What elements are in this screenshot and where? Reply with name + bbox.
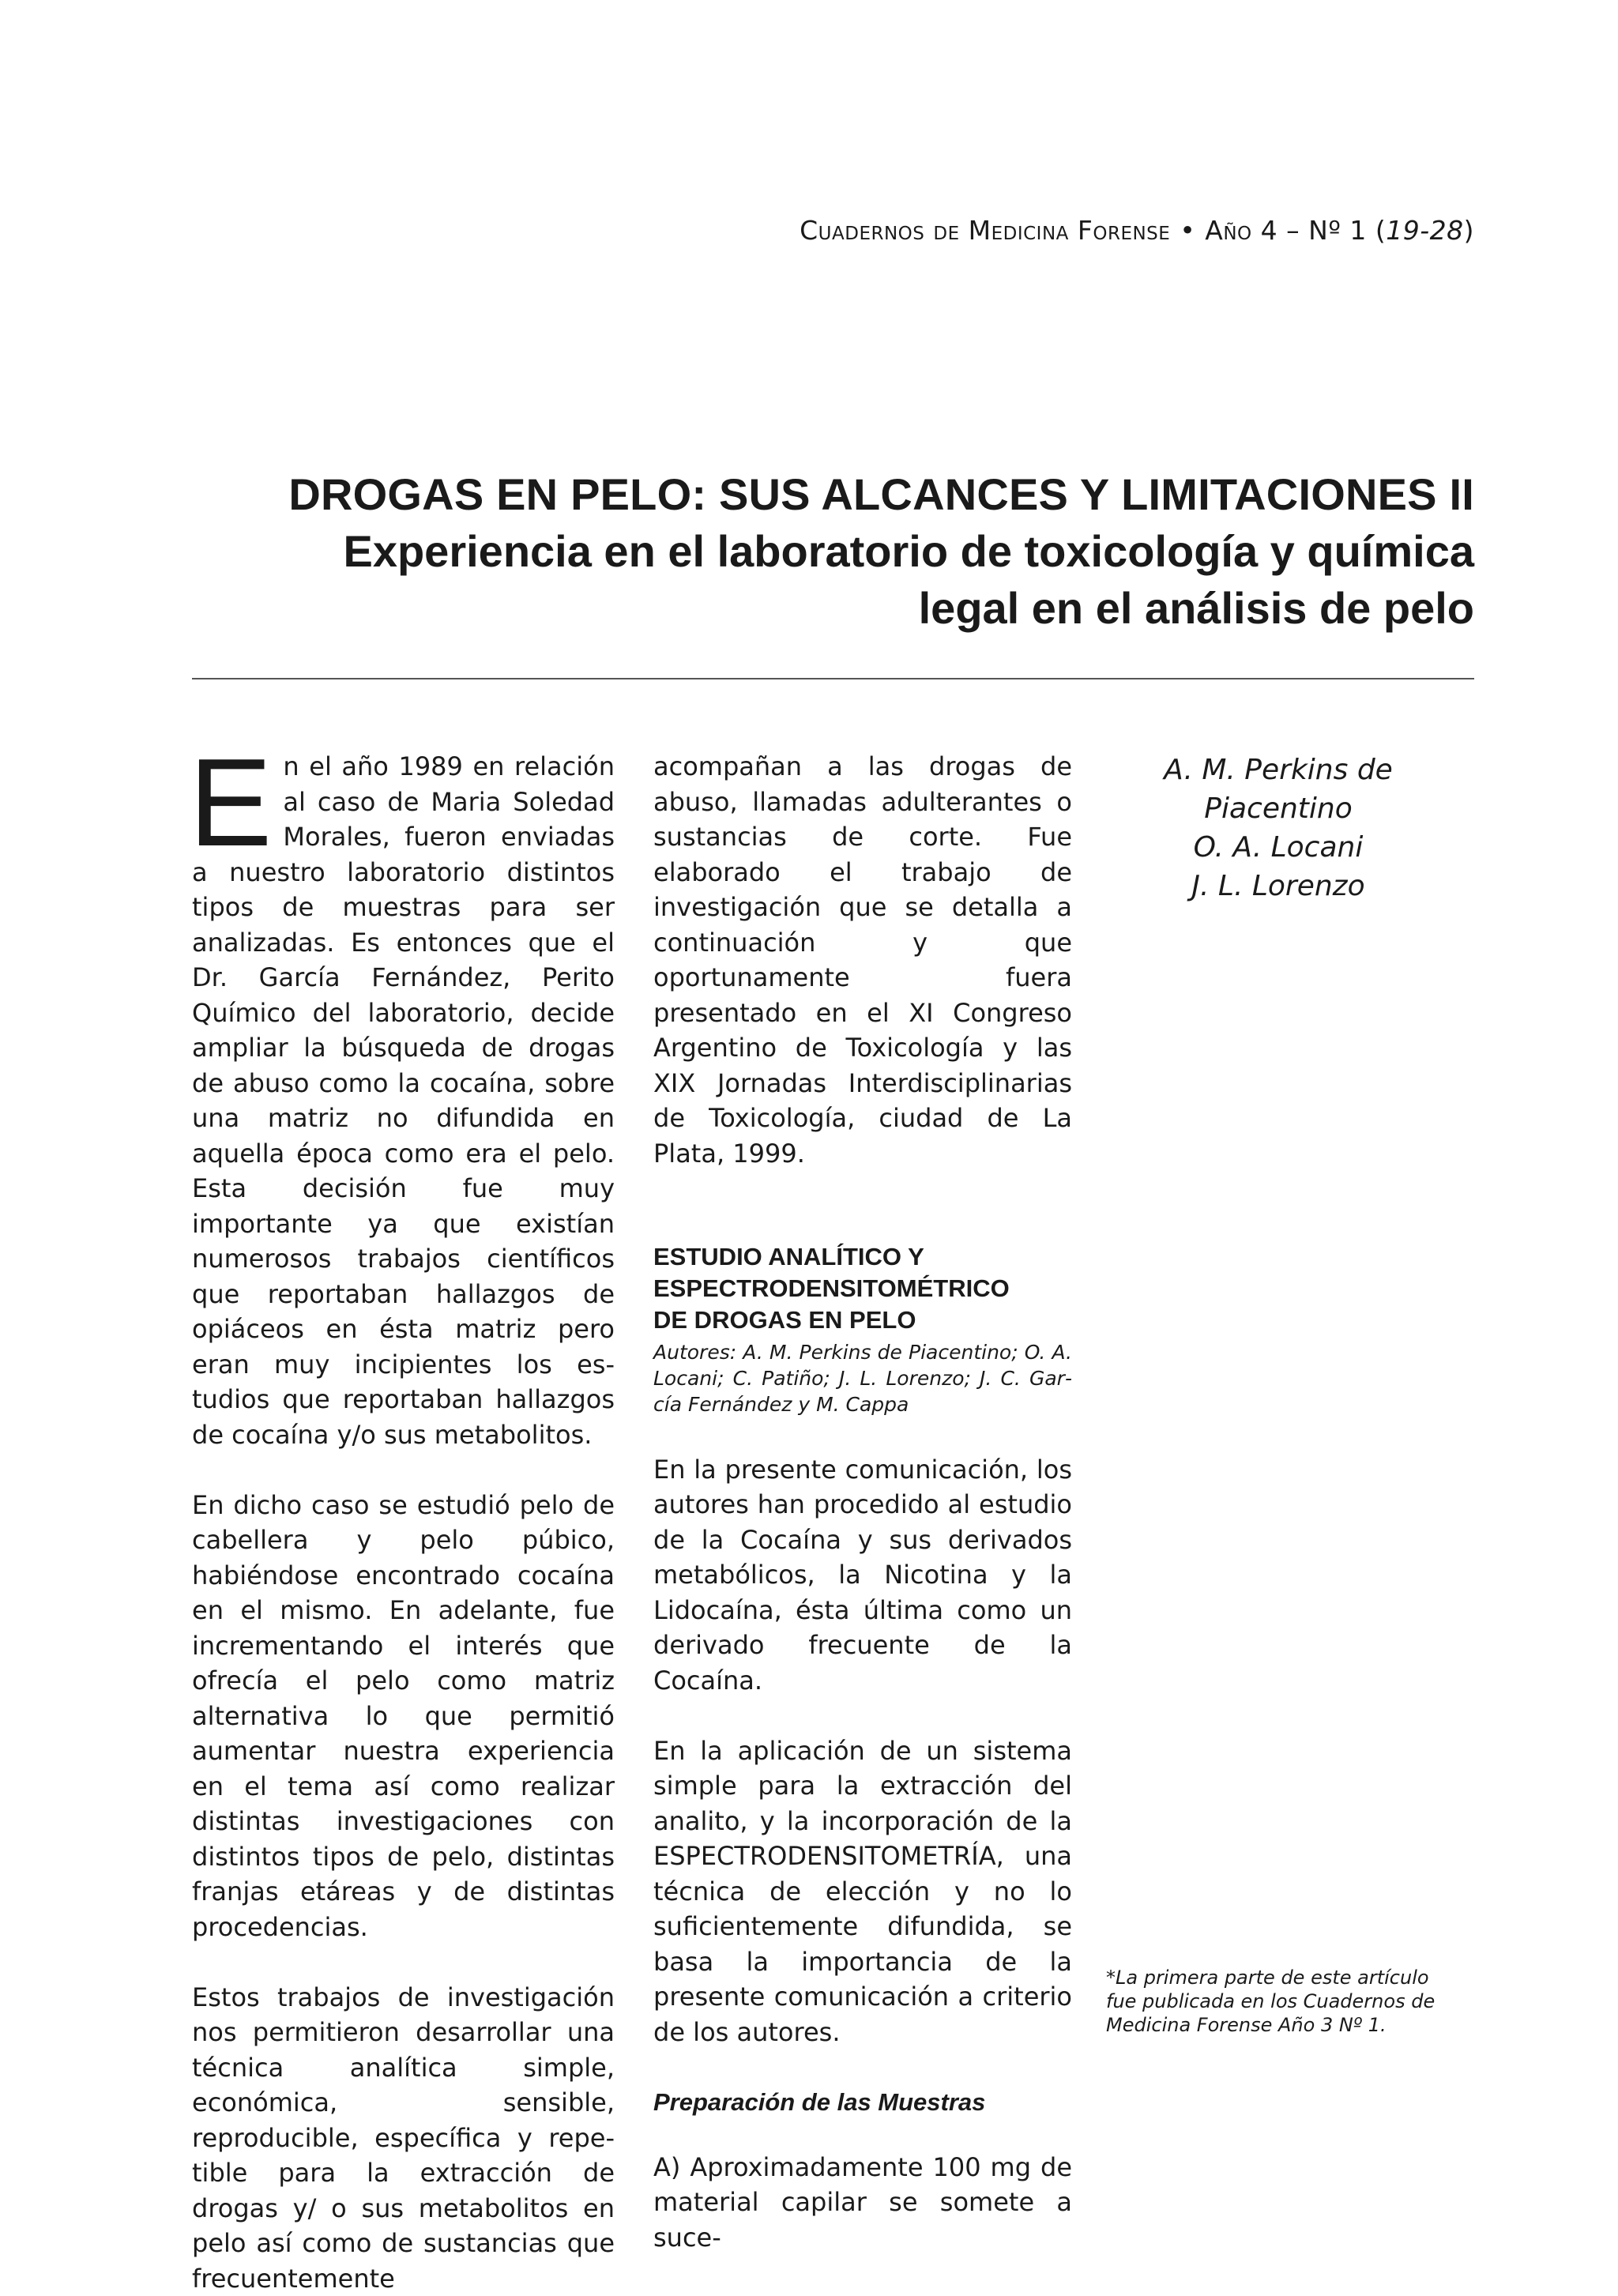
section-heading-line-2: ESPECTRODENSITOMÉTRICO: [653, 1274, 1010, 1302]
text-column-1: [192, 749, 615, 2296]
running-header: [800, 215, 1474, 246]
subtitle-line-1: Experiencia en el laboratorio de toxicología y química: [343, 526, 1474, 576]
body-paragraph: En dicho caso se estudió pelo de cabellera y pelo púbico, habiéndose encontrado cocaína en el mismo. En adelante, fue incrementando el interés que ofrecía el pelo como matriz alternativa lo que permitió aumentar nuestra experiencia en el tema así como realizar distintas investigaciones con distintos tipos de pelo, distintas franjas etáreas y de distintas procedencias.: [192, 1488, 615, 1945]
year-issue: Año 4 – Nº 1: [1205, 215, 1367, 246]
journal-name: Cuadernos de Medicina Forense: [800, 215, 1170, 246]
body-paragraph: En la aplicación de un sistema simple para la extracción del analito, y la incorporación de la ESPECTRODENSITOMETRÍA, una técnica de elección y no lo suficientemente difundida, se basa la importancia de la presente comunicación a criterio de los autores.: [653, 1733, 1072, 2050]
author-line: O. A. Locani: [1120, 828, 1436, 867]
page-range: 19-28: [1386, 215, 1463, 246]
body-paragraph: Estos trabajos de investigación nos permitieron desarrollar una técnica analítica simple, económica, sensible, reproducible, específica y repetible para la extracción de drogas y/ o sus metabolitos en pelo así como de sustancias que frecuentemente: [192, 1980, 615, 2296]
article-title-block: [190, 466, 1474, 637]
body-paragraph: acompañan a las drogas de abuso, llamadas adulterantes o sustancias de corte. Fue elaborado el trabajo de investigación que se detalla a continuación y que oportunamente fuera presentado en el XI Congreso Argentino de Toxicología y las XIX Jornadas Interdisciplinarias de Toxicología, ciudad de La Plata, 1999.: [653, 749, 1072, 1171]
subsection-heading: Preparación de las Muestras: [653, 2085, 1072, 2120]
intro-paragraph: [192, 749, 615, 1452]
article-subtitle: [190, 523, 1474, 637]
author-line: Piacentino: [1120, 789, 1436, 828]
article-title: DROGAS EN PELO: SUS ALCANCES Y LIMITACIONES II: [190, 466, 1474, 523]
section-byline: Autores: A. M. Perkins de Piacentino; O. A. Locani; C. Patiño; J. L. Lorenzo; J. C. García Fernández y M. Cappa: [653, 1339, 1072, 1417]
author-list: [1120, 751, 1436, 905]
section-spacer: [653, 1206, 1072, 1241]
body-paragraph: En la presente comunicación, los autores han procedido al estudio de la Cocaína y sus derivados metabólicos, la Nicotina y la Lidocaína, ésta última como un derivado frecuente de la Cocaína.: [653, 1452, 1072, 1699]
footnote: *La primera parte de este artículo fue publicada en los Cuadernos de Medicina Forense Año 3 Nº 1.: [1106, 1966, 1460, 2037]
title-divider: [192, 678, 1474, 679]
body-paragraph: A) Aproximadamente 100 mg de material capilar se somete a suce-: [653, 2150, 1072, 2256]
header-separator: •: [1180, 215, 1195, 246]
pages-close-paren: ): [1464, 215, 1474, 246]
section-heading-line-1: ESTUDIO ANALÍTICO Y: [653, 1243, 924, 1270]
author-line: J. L. Lorenzo: [1120, 867, 1436, 905]
author-line: A. M. Perkins de: [1120, 751, 1436, 789]
intro-paragraph-text: n el año 1989 en relación al caso de Maria Soledad Morales, fueron enviadas a nuestro laboratorio distintos tipos de muestras para ser analizadas. Es entonces que el Dr. García Fernández, Perito Químico del laboratorio, decide ampliar la búsqueda de drogas de abuso como la cocaína, sobre una matriz no difundida en aquella época como era el pelo. Esta decisión fue muy importante ya que existían numerosos trabajos científicos que reportaban hallazgos de opiáceos en ésta matriz pero eran muy incipientes los estudios que reportaban hallazgos de cocaína y/o sus metabolitos.: [192, 751, 615, 1450]
pages-open-paren: (: [1367, 215, 1386, 246]
section-heading-line-3: DE DROGAS EN PELO: [653, 1306, 916, 1334]
drop-cap: E: [189, 754, 272, 852]
section-heading: [653, 1241, 1072, 1336]
subtitle-line-2: legal en el análisis de pelo: [919, 583, 1474, 633]
text-column-2: [653, 749, 1072, 2255]
